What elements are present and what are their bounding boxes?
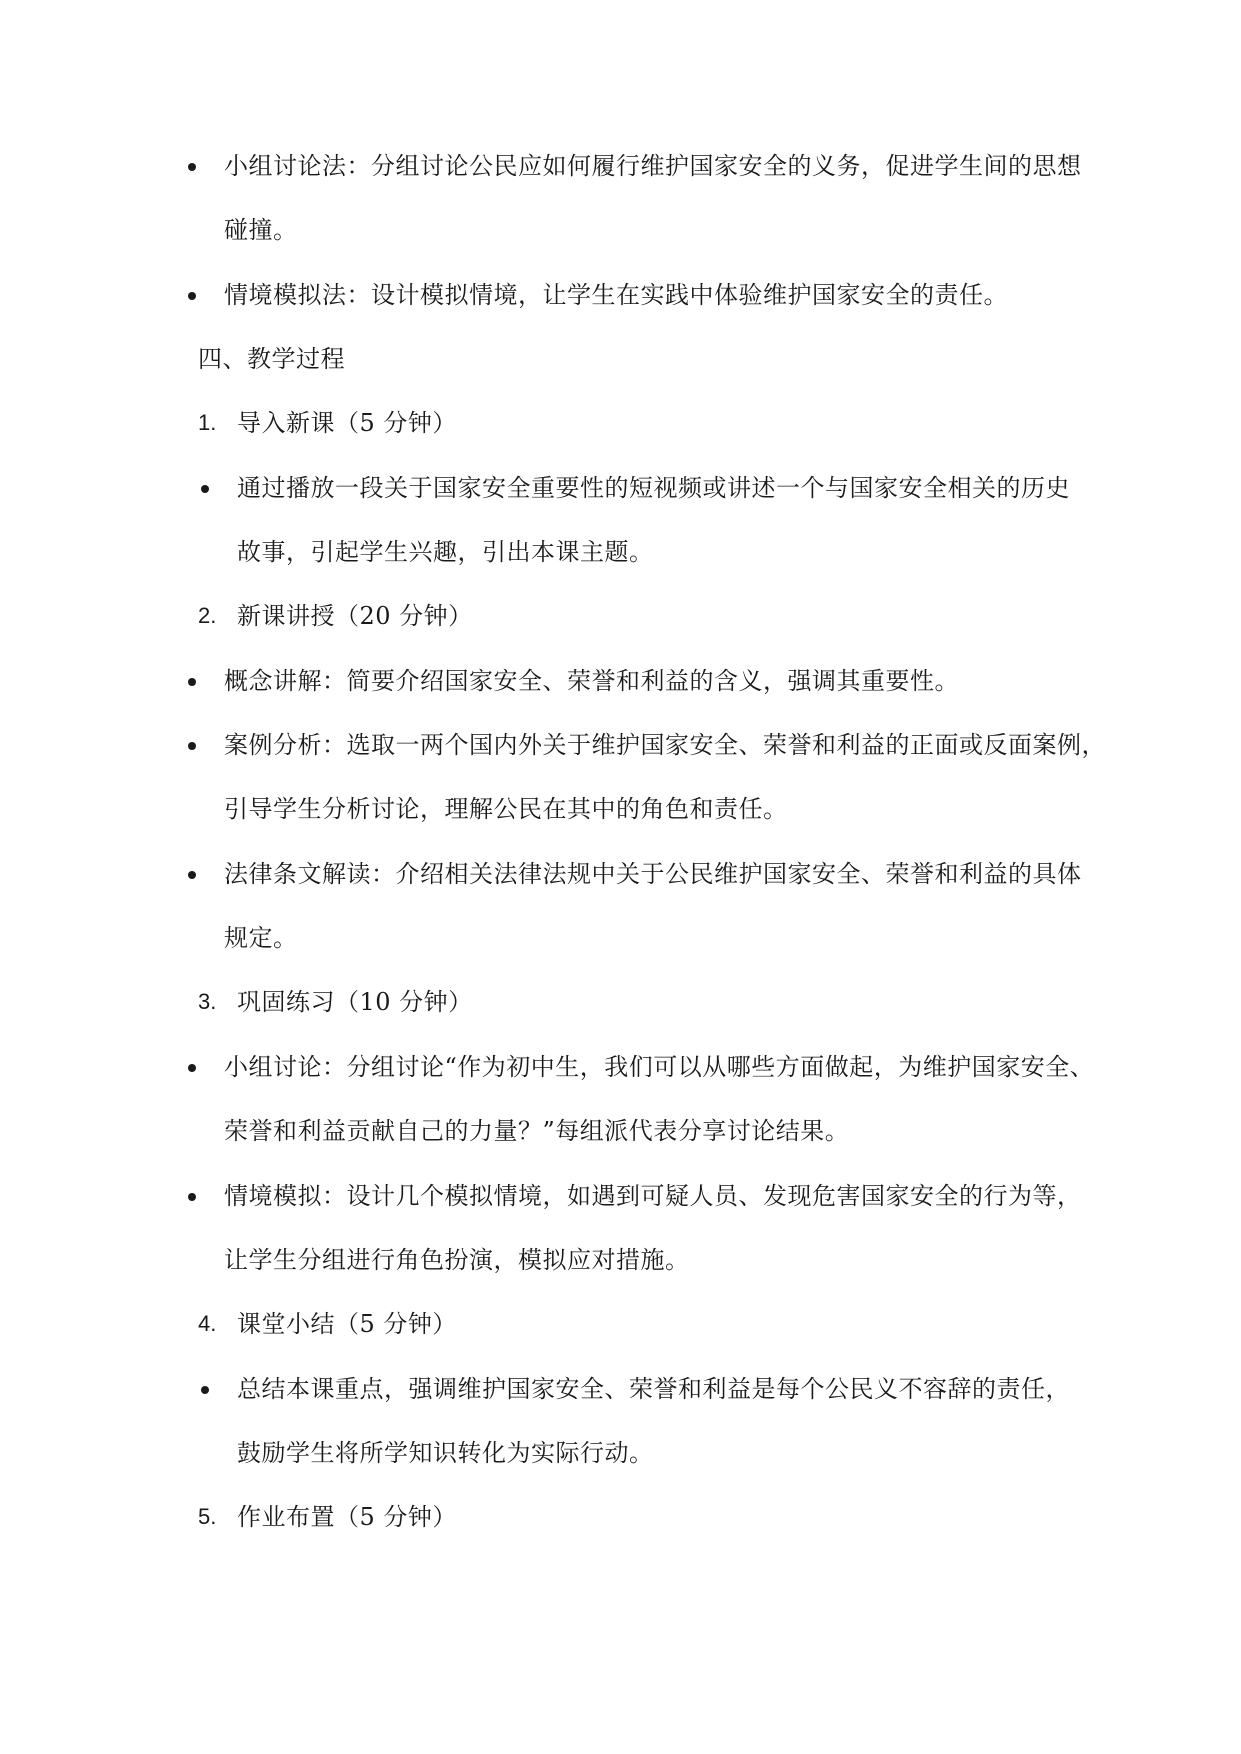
- bullet-text: 荣誉和利益贡献自己的力量？”每组派代表分享讨论结果。: [224, 1117, 850, 1145]
- bullet-text: 鼓励学生将所学知识转化为实际行动。: [237, 1439, 654, 1467]
- bullet-marker: [188, 292, 196, 300]
- step-title: 新课讲授（20 分钟）: [237, 602, 473, 630]
- step-number: 1.: [198, 410, 217, 435]
- bullet-text: 故事，引起学生兴趣，引出本课主题。: [237, 538, 654, 566]
- bullet-marker: [188, 678, 196, 686]
- bullet-marker: [188, 1064, 196, 1072]
- step-title: 作业布置（5 分钟）: [237, 1503, 457, 1531]
- step-title: 巩固练习（10 分钟）: [237, 988, 473, 1016]
- step-number: 5.: [198, 1504, 217, 1529]
- step-title: 导入新课（5 分钟）: [237, 409, 457, 437]
- bullet-marker: [188, 1193, 196, 1201]
- bullet-text: 法律条文解读：介绍相关法律法规中关于公民维护国家安全、荣誉和利益的具体: [224, 860, 1082, 888]
- bullet-text: 小组讨论法：分组讨论公民应如何履行维护国家安全的义务，促进学生间的思想: [224, 152, 1082, 180]
- step-number: 4.: [198, 1311, 217, 1336]
- step-number: 3.: [198, 989, 217, 1014]
- bullet-text: 让学生分组进行角色扮演，模拟应对措施。: [224, 1246, 690, 1274]
- bullet-text: 总结本课重点，强调维护国家安全、荣誉和利益是每个公民义不容辞的责任，: [237, 1375, 1070, 1403]
- bullet-text: 引导学生分析讨论，理解公民在其中的角色和责任。: [224, 795, 788, 823]
- bullet-marker: [188, 163, 196, 171]
- step-title: 课堂小结（5 分钟）: [237, 1310, 457, 1338]
- bullet-text: 概念讲解：简要介绍国家安全、荣誉和利益的含义，强调其重要性。: [224, 667, 959, 695]
- bullet-marker: [201, 485, 209, 493]
- bullet-text: 碰撞。: [224, 216, 298, 244]
- bullet-text: 情境模拟法：设计模拟情境，让学生在实践中体验维护国家安全的责任。: [224, 281, 1008, 309]
- section-heading: 四、教学过程: [198, 345, 345, 373]
- bullet-text: 通过播放一段关于国家安全重要性的短视频或讲述一个与国家安全相关的历史: [237, 474, 1070, 502]
- bullet-text: 小组讨论：分组讨论“作为初中生，我们可以从哪些方面做起，为维护国家安全、: [224, 1053, 1095, 1081]
- bullet-text: 案例分析：选取一两个国内外关于维护国家安全、荣誉和利益的正面或反面案例，: [224, 731, 1106, 759]
- bullet-marker: [188, 871, 196, 879]
- bullet-marker: [201, 1386, 209, 1394]
- bullet-text: 情境模拟：设计几个模拟情境，如遇到可疑人员、发现危害国家安全的行为等，: [224, 1182, 1082, 1210]
- step-number: 2.: [198, 603, 217, 628]
- bullet-marker: [188, 742, 196, 750]
- bullet-text: 规定。: [224, 924, 298, 952]
